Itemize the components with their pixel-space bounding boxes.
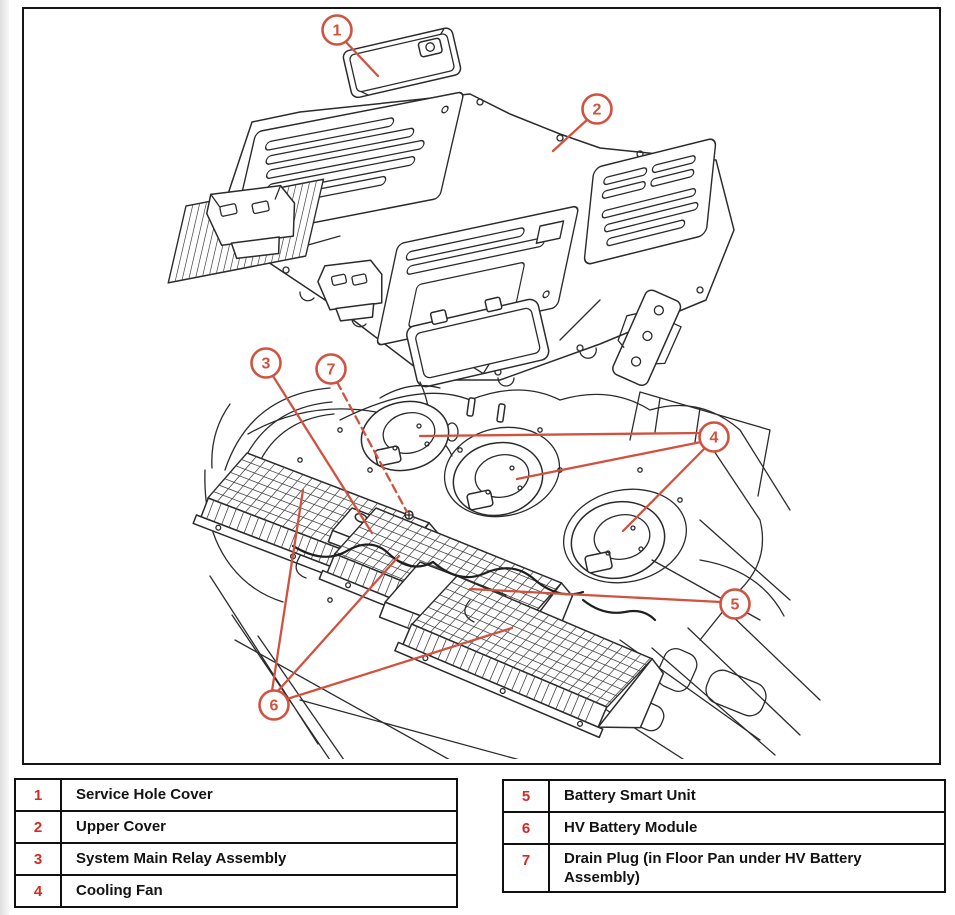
legend-part-name: Drain Plug (in Floor Pan under HV Battery Assembly) [564, 850, 862, 886]
legend-part-name: Upper Cover [76, 817, 167, 835]
callout-number: 2 [592, 101, 602, 119]
service-hole-cover [342, 27, 462, 99]
legend-row [16, 780, 456, 810]
legend-number: 6 [504, 813, 550, 843]
legend-table-left [14, 778, 458, 908]
legend-number: 3 [16, 844, 62, 874]
callout-number: 5 [730, 596, 740, 614]
leader-line-4b [517, 442, 701, 479]
callout-1 [323, 16, 352, 45]
callout-5 [721, 590, 750, 619]
legend-number: 1 [16, 780, 62, 810]
callout-3 [252, 349, 281, 378]
leader-line-4c [623, 449, 704, 531]
diagram-frame [22, 7, 941, 765]
callout-number: 7 [326, 361, 336, 379]
callout-4 [700, 423, 729, 452]
callout-number: 6 [269, 697, 279, 715]
legend-row [504, 781, 944, 811]
cooling-fan-2 [446, 434, 549, 523]
legend-part-name: HV Battery Module [564, 818, 698, 836]
legend-row [504, 843, 944, 891]
leader-line-4a [420, 433, 700, 436]
legend-row [16, 842, 456, 874]
legend-row [16, 874, 456, 906]
page-edge-shadow [0, 0, 9, 915]
legend-part-name: Service Hole Cover [76, 785, 213, 803]
legend-part-name: Cooling Fan [76, 881, 163, 899]
callout-number: 1 [332, 22, 342, 40]
legend-part-name: System Main Relay Assembly [76, 849, 287, 867]
legend-number: 7 [504, 845, 550, 891]
callout-2 [583, 95, 612, 124]
legend-number: 5 [504, 781, 550, 811]
legend-part-name: Battery Smart Unit [564, 786, 696, 804]
legend-number: 2 [16, 812, 62, 842]
legend-row [16, 810, 456, 842]
legend-number: 4 [16, 876, 62, 906]
legend-table-right [502, 779, 946, 893]
legend-row [504, 811, 944, 843]
callout-7 [317, 355, 346, 384]
callout-6 [260, 691, 289, 720]
exploded-view-svg [24, 9, 939, 759]
callout-number: 4 [709, 429, 719, 447]
callout-number: 3 [261, 355, 271, 373]
